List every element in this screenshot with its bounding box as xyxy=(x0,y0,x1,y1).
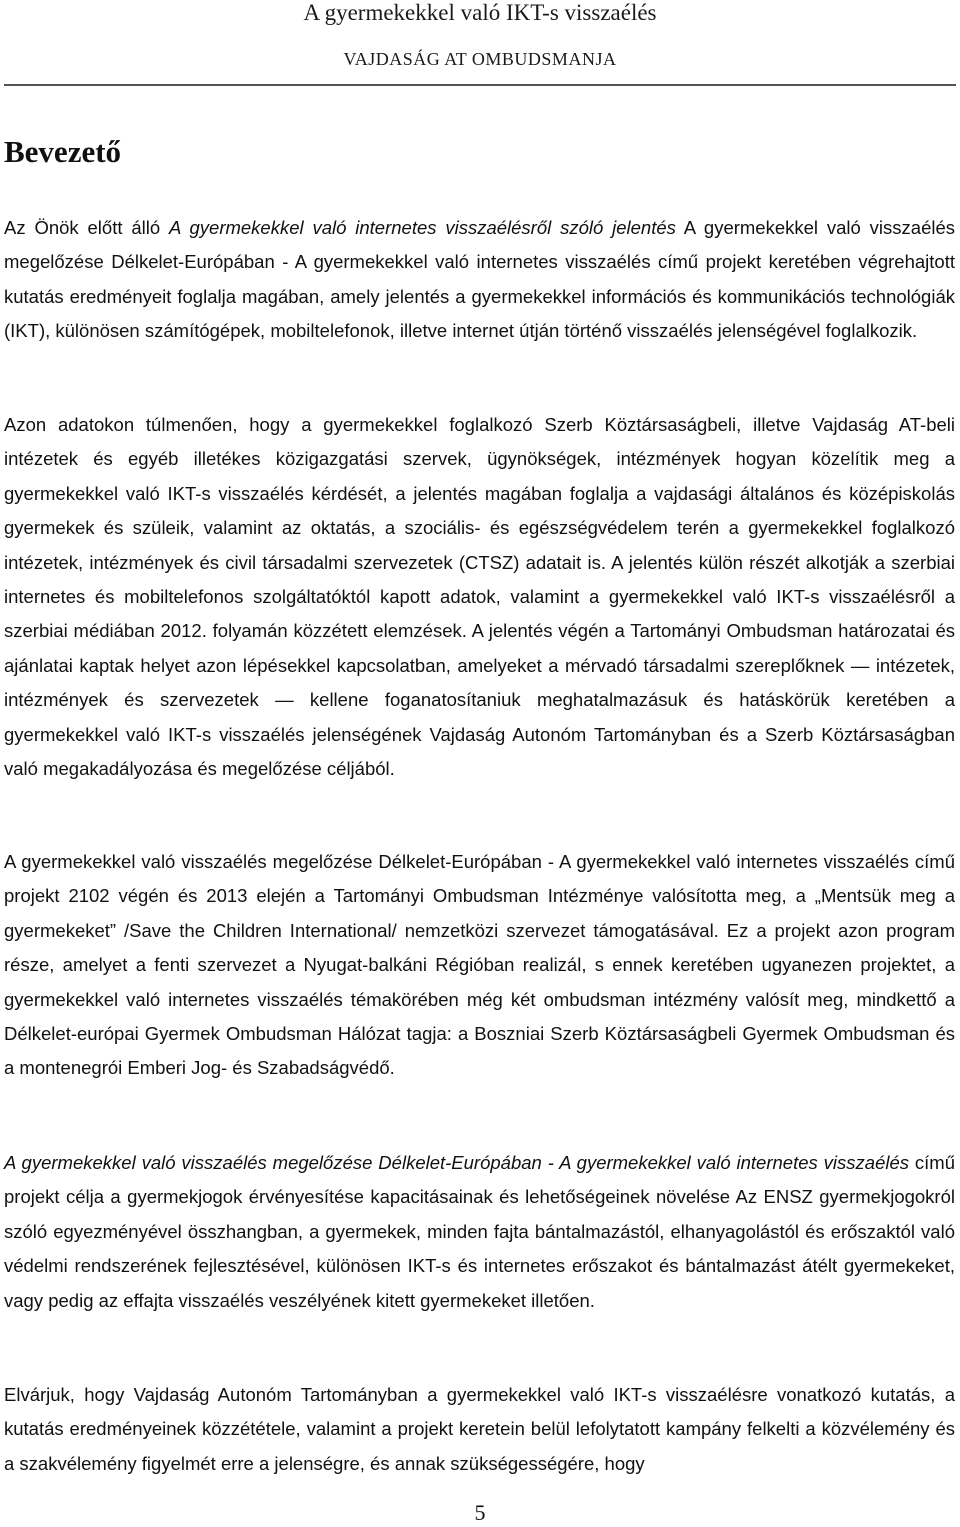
page-number: 5 xyxy=(474,1500,486,1525)
project-title-italic: A gyermekekkel való visszaélés megelőzése Délkelet-Európában - A gyermekekkel való internetes visszaélés xyxy=(4,1152,910,1173)
paragraph-intro-rest: A gyermekekkel való visszaélés megelőzése Délkelet-Európában - A gyermekekkel való internetes visszaélés című projekt keretében végrehajtott kutatás eredményeit foglalja magában, amely jelentés a gyermekekkel információs és kommunikációs technológiák (IKT), különösen számítógépek, mobiltelefonok, illetve internet útján történő visszaélés jelenségével foglalkozik. xyxy=(4,217,956,342)
paragraph-expectations: Elvárjuk, hogy Vajdaság Autonóm Tartományban a gyermekekkel való IKT-s visszaélésre vonatkozó kutatás, a kutatás eredményeinek közzététele, valamint a projekt keretein belül lefolytatott kampány felkelti a közvélemény és a szakvélemény figyelmét erre a jelenségre, és annak szükségességére, hogy xyxy=(4,1384,955,1474)
report-title-italic: A gyermekekkel való internetes visszaélésről szóló jelentés xyxy=(168,217,676,238)
paragraph-project-implementation: A gyermekekkel való visszaélés megelőzése Délkelet-Európában - A gyermekekkel való internetes visszaélés című projekt 2102 végén és 2013 elején a Tartományi Ombudsman Intézménye valósította meg, a „Mentsük meg a gyermekeket” /Save the Children International/ nemzetközi szervezet támogatásával. Ez a projekt azon program része, amelyet a fenti szervezet a Nyugat-balkáni Régióban realizál, s ennek keretében ugyanezen projektet, a gyermekekkel való internetes visszaélés témakörében még két ombudsman intézmény valósít meg, mindkettő a Délkelet-európai Gyermek Ombudsman Hálózat tagja: a Boszniai Szerb Köztársaságbeli Gyermek Ombudsman és a montenegrói Emberi Jog- és Szabadságvédő. xyxy=(4,851,955,1079)
header-divider xyxy=(4,84,956,86)
paragraph-project-goal xyxy=(4,1146,955,1318)
paragraph-intro-lead: Az Önök előtt álló xyxy=(4,217,169,238)
running-header-subtitle: VAJDASÁG AT OMBUDSMANJA xyxy=(343,49,617,69)
paragraph-project-goal-rest: című projekt célja a gyermekjogok érvényesítése kapacitásainak és lehetőségeinek növelése Az ENSZ gyermekjogokról szóló egyezményével összhangban, a gyermekek, minden fajta bántalmazástól, elhanyagolástól és erőszaktól való védelmi rendszerének fejlesztésével, különösen IKT-s és internetes erőszakot és bántalmazást átélt gyermekeket, vagy pedig az effajta visszaélés veszélyének kitett gyermekeket illetően. xyxy=(4,1152,956,1311)
paragraph-data-scope: Azon adatokon túlmenően, hogy a gyermekekkel foglalkozó Szerb Köztársaságbeli, illetve Vajdaság AT-beli intézetek és egyéb illetékes közigazgatási szervek, ügynökségek, intézmények hogyan közelítik meg a gyermekekkel való IKT-s visszaélés kérdését, a jelentés magában foglalja a vajdasági általános és középiskolás gyermekek és szüleik, valamint az oktatás, a szociális- és egészségvédelem terén a gyermekekkel foglalkozó intézetek, intézmények és civil társadalmi szervezetek (CTSZ) adatait is. A jelentés külön részét alkotják a szerbiai internetes és mobiltelefonos szolgáltatóktól kapott adatok, valamint a gyermekekkel való IKT-s visszaélésről a szerbiai médiában 2012. folyamán közzétett elemzések. A jelentés végén a Tartományi Ombudsman határozatai és ajánlatai kaptak helyet azon lépésekkel kapcsolatban, amelyeket a mérvadó társadalmi szereplőknek — intézetek, intézmények és szervezetek — kellene foganatosítaniuk meghatalmazásuk és hatáskörük keretében a gyermekekkel való IKT-s visszaélés jelenségének Vajdaság Autonóm Tartományban és a Szerb Köztársaságban való megakadályozása és megelőzése céljából. xyxy=(4,414,955,780)
paragraph-intro xyxy=(4,211,955,349)
running-header-title: A gyermekekkel való IKT-s visszaélés xyxy=(303,0,657,25)
section-heading: Bevezető xyxy=(4,134,122,169)
